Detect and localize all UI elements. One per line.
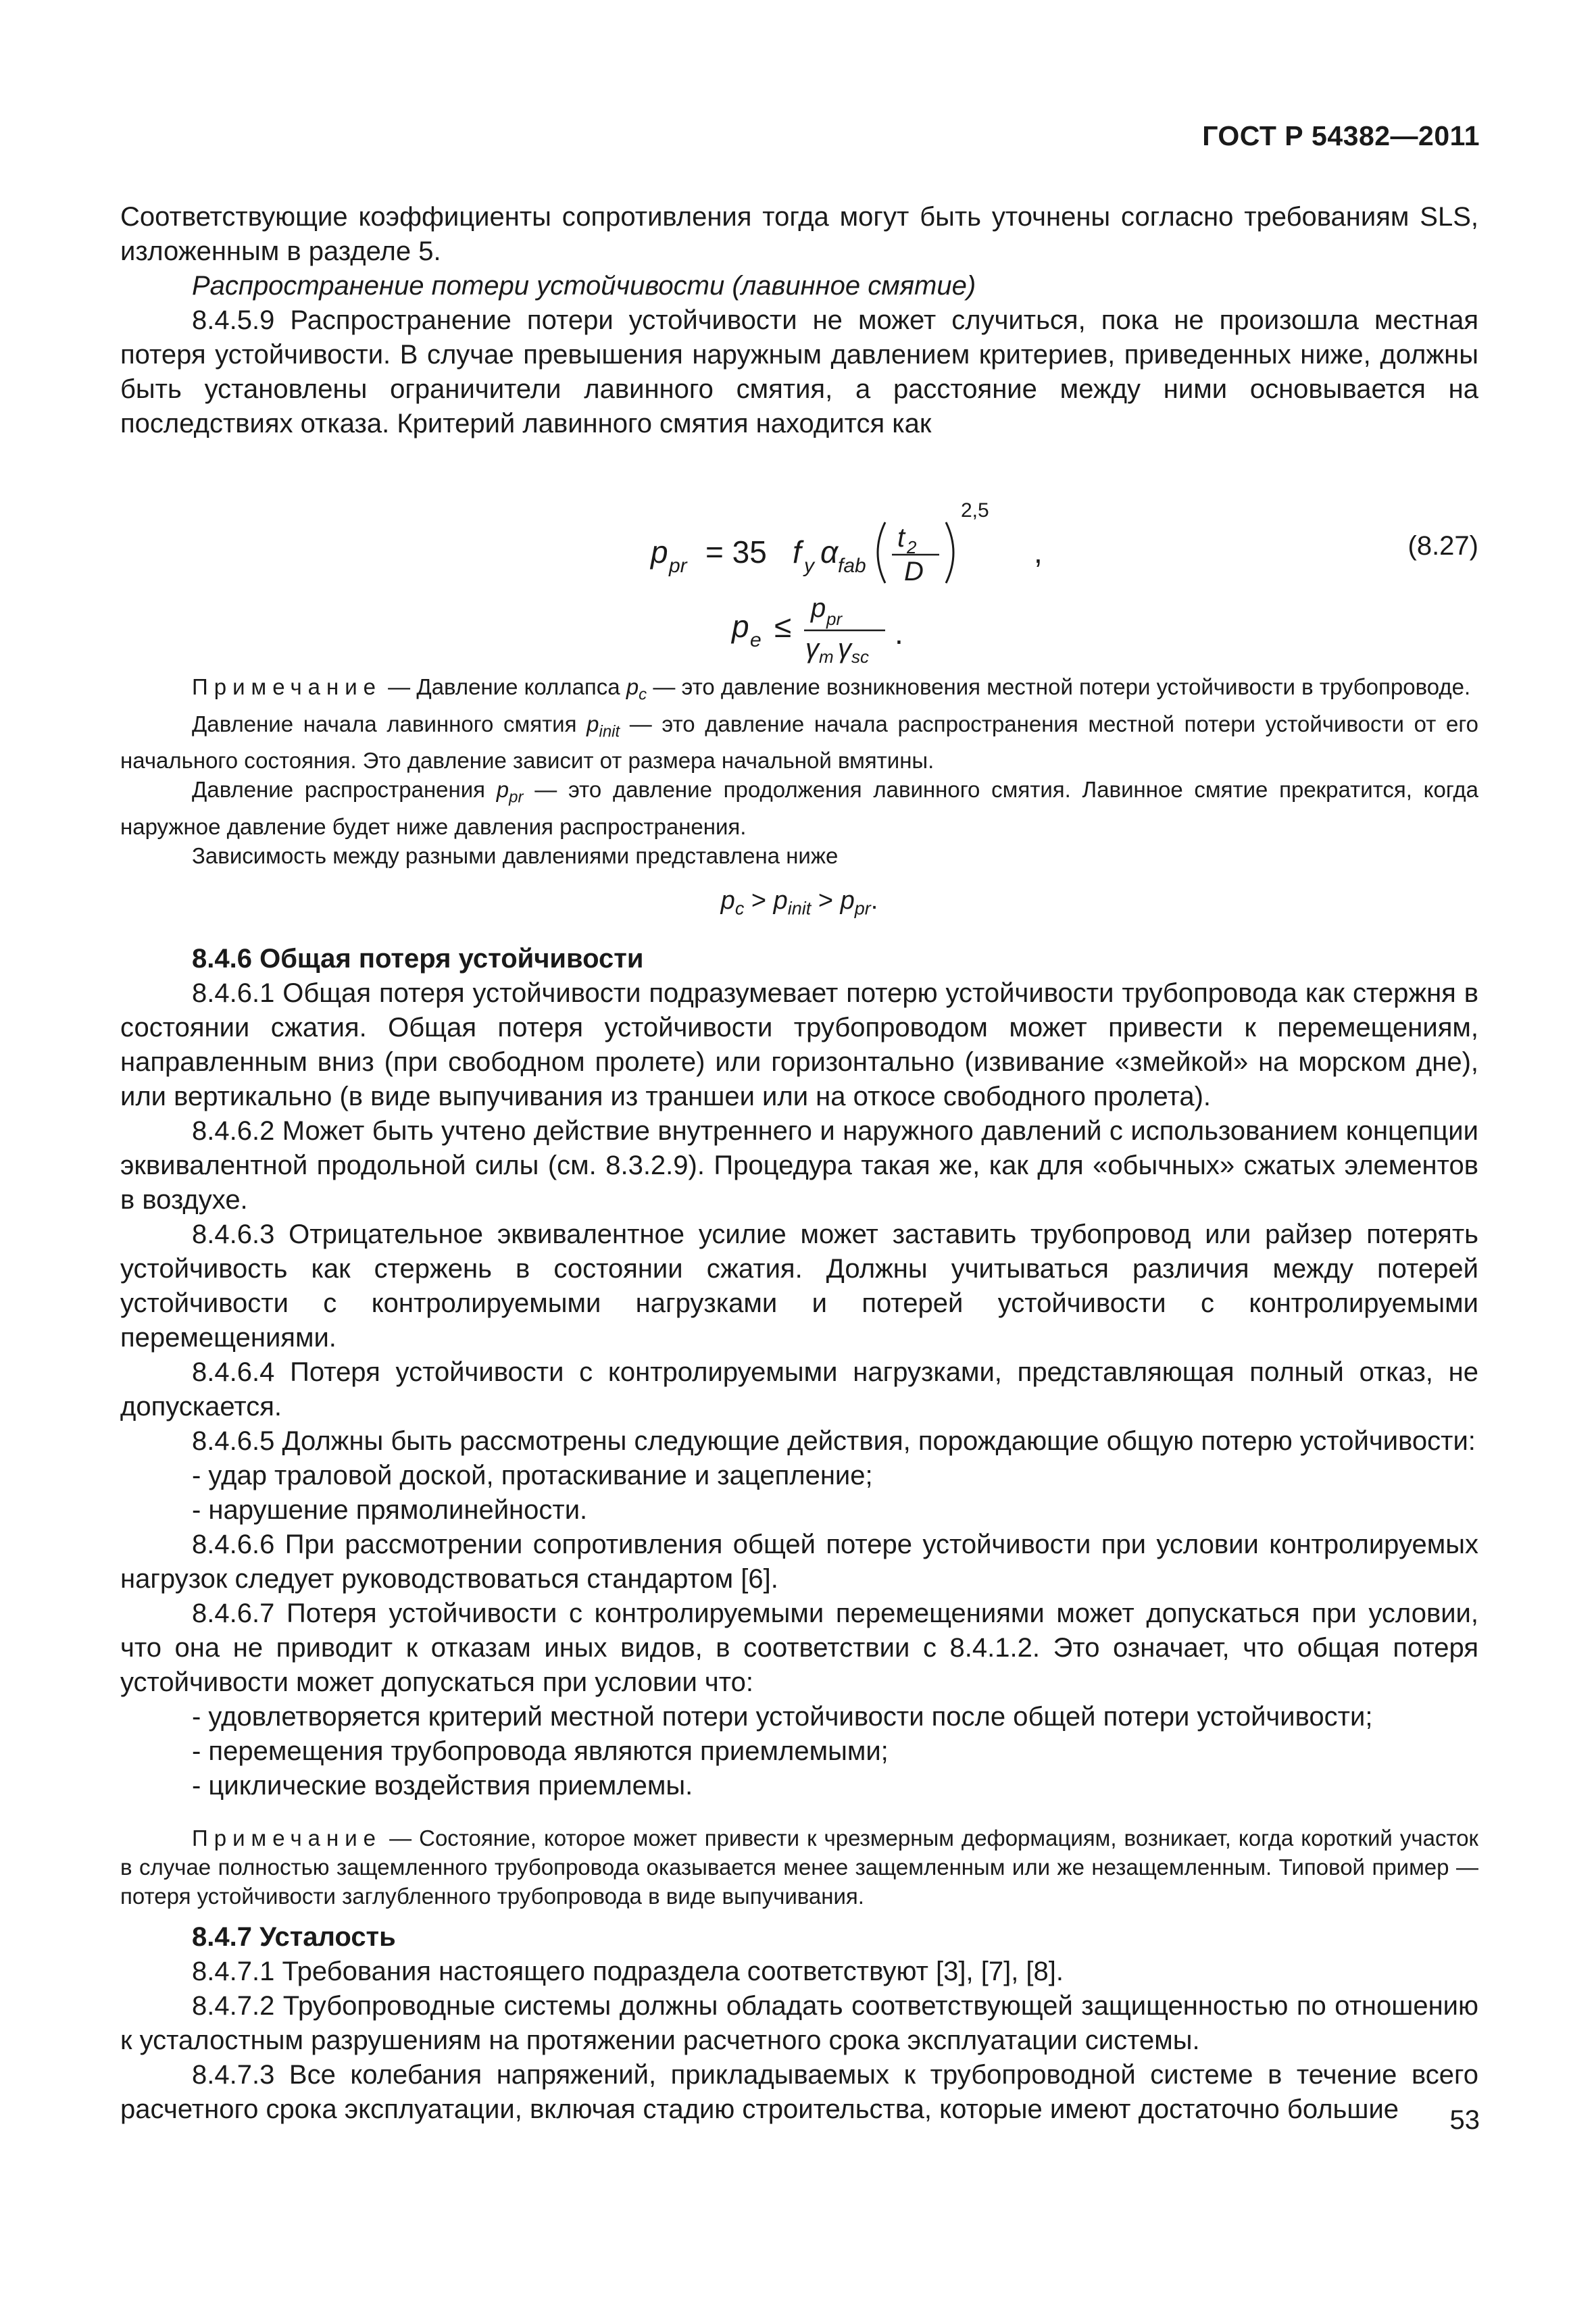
paragraph: 8.4.6.6 При рассмотрении сопротивления общей потере устойчивости при условии контролируемых нагрузок следует руководствоваться стандартом [6]. [120, 1530, 1478, 1594]
eq2-gamma-sc: γ [838, 634, 851, 663]
paragraph: 8.4.7.1 Требования настоящего подраздела соответствуют [3], [7], [8]. [192, 1957, 1064, 1987]
equation-8-27 [120, 448, 1134, 664]
note-label: Примечание [192, 674, 382, 699]
paragraph: 8.4.6.3 Отрицательное эквивалентное усилие может заставить трубопровод или райзер потерять устойчивость как стержень в состоянии сжатия. Должны учитываться различия между потерей устойчивости с контролируемыми нагрузками и потерей устойчивости с контролируемыми перемещениями. [120, 1219, 1478, 1353]
eq-right-paren [946, 522, 953, 583]
paragraph: 8.4.7.2 Трубопроводные системы должны обладать соответствующей защищенностью по отношению к усталостным разрушениям на протяжении расчетного срока эксплуатации системы. [120, 1991, 1478, 2056]
eq-alpha-sub: fab [838, 555, 866, 577]
paragraph: Соответствующие коэффициенты сопротивления тогда могут быть уточнены согласно требованиям SLS, изложенным в разделе 5. [120, 202, 1478, 266]
eq2-num-sub: pr [826, 609, 843, 629]
list-item: - нарушение прямолинейности. [192, 1495, 588, 1526]
eq-f: f [793, 534, 801, 570]
eq2-p-sub: e [750, 629, 762, 651]
eq2-p: p [732, 609, 749, 644]
paragraph: 8.4.6.1 Общая потеря устойчивости подразумевает потерю устойчивости трубопровода как стержня в состоянии сжатия. Общая потеря устойчивости трубопроводом может привести к перемещениям, направленным вниз (при свободном пролете) или горизонтально (извивание «змейкой» на морском дне), или вертикально (в виде выпучивания из траншеи или на откосе свободного пролета). [120, 978, 1478, 1112]
paragraph: 8.4.6.2 Может быть учтено действие внутреннего и наружного давлений с использованием концепции эквивалентной продольной силы (см. 8.3.2.9). Процедура такая же, как для «обычных» сжатых элементов в воздухе. [120, 1116, 1478, 1215]
eq-exponent: 2,5 [961, 499, 989, 522]
equation-block [120, 448, 1478, 664]
eq2-num-p: p [811, 593, 826, 623]
list-item: - циклические воздействия приемлемы. [192, 1771, 693, 1801]
eq-frac-num: t [897, 523, 905, 553]
pressure-inequality: $p_c > p_{init} > p_{pr}$. [720, 886, 878, 919]
equation-number: (8.27) [1407, 531, 1478, 561]
list-item: - перемещения трубопровода являются приемлемыми; [192, 1736, 889, 1767]
eq2-gamma-sc-sub: sc [851, 647, 869, 664]
document-header: ГОСТ Р 54382—2011 [1202, 120, 1480, 151]
note: Давление начала лавинного смятия $p_{init}$ — это давление начала распространения местной потери устойчивости от его начального состояния. Это давление зависит от размера начальной вмятины. [120, 711, 1478, 774]
page-number: 53 [1449, 2105, 1480, 2135]
list-item: - удовлетворяется критерий местной потери устойчивости после общей потери устойчивости; [192, 1702, 1373, 1732]
eq-frac-den: D [904, 557, 924, 586]
paragraph: 8.4.6.7 Потеря устойчивости с контролируемыми перемещениями может допускаться при условии, что она не приводит к отказам иных видов, в соответствии с 8.4.1.2. Это означает, что общая потеря устойчивости может допускаться при условии что: [120, 1599, 1478, 1698]
paragraph: 8.4.6.4 Потеря устойчивости с контролируемыми нагрузками, представляющая полный отказ, не допускается. [120, 1357, 1478, 1422]
paragraph: 8.4.7.3 Все колебания напряжений, прикладываемых к трубопроводной системе в течение всего расчетного срока эксплуатации, включая стадию строительства, которые имеют достаточно большие [120, 2060, 1478, 2125]
document-body [120, 200, 1478, 2127]
eq-frac-num-sub: 2 [907, 537, 917, 557]
eq-f-sub: y [804, 555, 814, 577]
note: Зависимость между разными давлениями представлена ниже [192, 842, 839, 868]
eq-p: p [651, 534, 668, 570]
section-heading: 8.4.6 Общая потеря устойчивости [192, 944, 644, 974]
note: Давление распространения $p_{pr}$ — это давление продолжения лавинного смятия. Лавинное смятие прекратится, когда наружное давление будет ниже давления распространения. [120, 777, 1478, 839]
note: Примечание — Состояние, которое может привести к чрезмерным деформациям, возникает, когда короткий участок в случае полностью защемленного трубопровода оказывается менее защемленным или же незащемленным. Типовой пример — потеря устойчивости заглубленного трубопровода в виде выпучивания. [120, 1826, 1478, 1909]
note: Примечание — Давление коллапса $p_c$ — это давление возникновения местной потери устойчивости в трубопроводе. [192, 674, 1471, 704]
paragraph: 8.4.6.5 Должны быть рассмотрены следующие действия, порождающие общую потерю устойчивости: [192, 1426, 1476, 1457]
eq-alpha: α [820, 534, 839, 570]
note-label: Примечание [192, 1826, 382, 1851]
eq-comma: , [1034, 534, 1043, 570]
eq2-period: . [895, 615, 903, 651]
eq2-le: ≤ [774, 609, 792, 644]
paragraph: 8.4.5.9 Распространение потери устойчивости не может случиться, пока не произошла местная потеря устойчивости. В случае превышения наружным давлением критериев, приведенных ниже, должны быть установлены ограничители лавинного смятия, а расстояние между ними основывается на последствиях отказа. Критерий лавинного смятия находится как [120, 305, 1478, 438]
eq2-gamma-m: γ [805, 634, 819, 663]
eq2-gamma-m-sub: m [819, 647, 834, 664]
eq-p-sub: pr [669, 555, 687, 577]
eq-equals-35: = 35 [705, 534, 767, 570]
eq-left-paren [878, 522, 885, 583]
section-subheading: Распространение потери устойчивости (лавинное смятие) [192, 271, 976, 301]
section-heading: 8.4.7 Усталость [192, 1922, 396, 1953]
list-item: - удар траловой доской, протаскивание и зацепление; [192, 1461, 873, 1491]
